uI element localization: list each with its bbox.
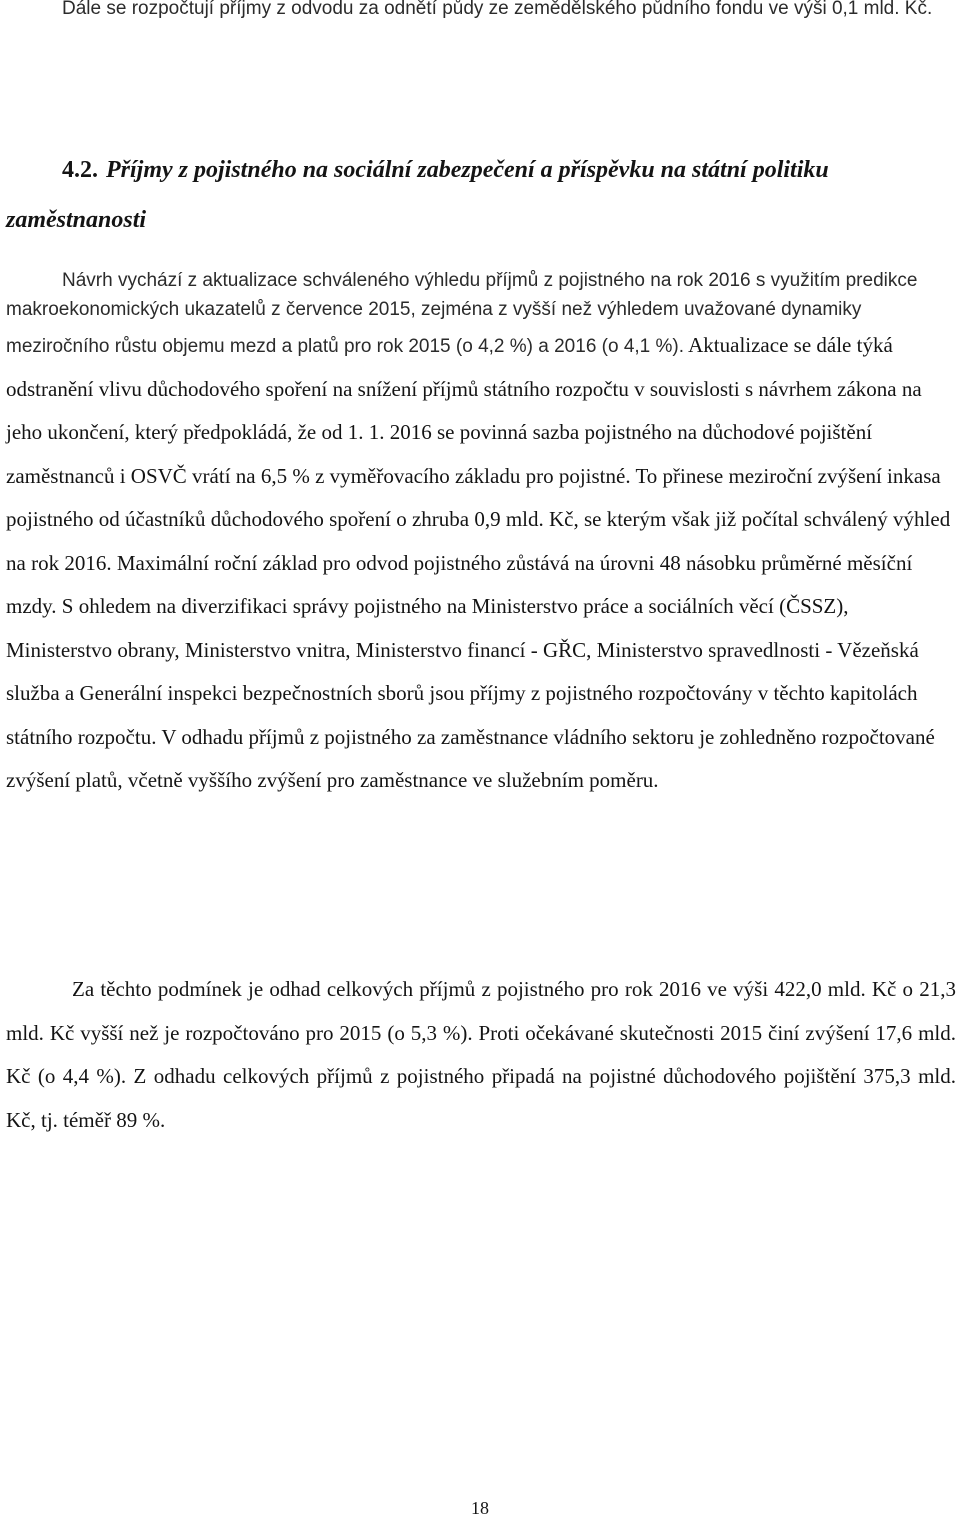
section-title: Příjmy z pojistného na sociální zabezpečení a příspěvku na státní politiku zaměstnanosti	[6, 157, 829, 233]
section-number: 4.2.	[62, 157, 98, 183]
page-number: 18	[471, 1498, 489, 1518]
paragraph-1-sans-part: Návrh vychází z aktualizace schváleného výhledu příjmů z pojistného na rok 2016 s využitím predikce makroekonomických ukazatelů z července 2015, zejména z vyšší než výhledem uvažované dynamiky meziročního růstu objemu mezd a platů pro rok 2015 (o 4,2 %) a 2016 (o 4,1 %).	[6, 270, 918, 357]
intro-paragraph: Dále se rozpočtují příjmy z odvodu za odnětí půdy ze zemědělského půdního fondu ve výši 0,1 mld. Kč.	[62, 0, 933, 19]
body-paragraph-1	[6, 266, 956, 803]
body-paragraph-2: Za těchto podmínek je odhad celkových příjmů z pojistného pro rok 2016 ve výši 422,0 mld. Kč o 21,3 mld. Kč vyšší než je rozpočtováno pro 2015 (o 5,3 %). Proti očekávané skutečnosti 2015 činí zvýšení 17,6 mld. Kč (o 4,4 %). Z odhadu celkových příjmů z pojistného připadá na pojistné důchodového pojištění 375,3 mld. Kč, tj. téměř 89 %.	[6, 977, 956, 1132]
paragraph-1-serif-part: Aktualizace se dále týká odstranění vlivu důchodového spoření na snížení příjmů státního rozpočtu v souvislosti s návrhem zákona na jeho ukončení, který předpokládá, že od 1. 1. 2016 se povinná sazba pojistného na důchodové pojištění zaměstnanců i OSVČ vrátí na 6,5 % z vyměřovacího základu pro pojistné. To přinese meziroční zvýšení inkasa pojistného od účastníků důchodového spoření o zhruba 0,9 mld. Kč, se kterým však již počítal schválený výhled na rok 2016. Maximální roční základ pro odvod pojistného zůstává na úrovni 48 násobku průměrné měsíční mzdy. S ohledem na diverzifikaci správy pojistného na Ministerstvo práce a sociálních věcí (ČSSZ), Ministerstvo obrany, Ministerstvo vnitra, Ministerstvo financí - GŘC, Ministerstvo spravedlnosti - Vězeňská služba a Generální inspekci bezpečnostních sborů jsou příjmy z pojistného rozpočtovány v těchto kapitolách státního rozpočtu. V odhadu příjmů z pojistného za zaměstnance vládního sektoru je zohledněno rozpočtované zvýšení platů, včetně vyššího zvýšení pro zaměstnance ve služebním poměru.	[6, 333, 951, 792]
section-heading	[6, 145, 956, 245]
